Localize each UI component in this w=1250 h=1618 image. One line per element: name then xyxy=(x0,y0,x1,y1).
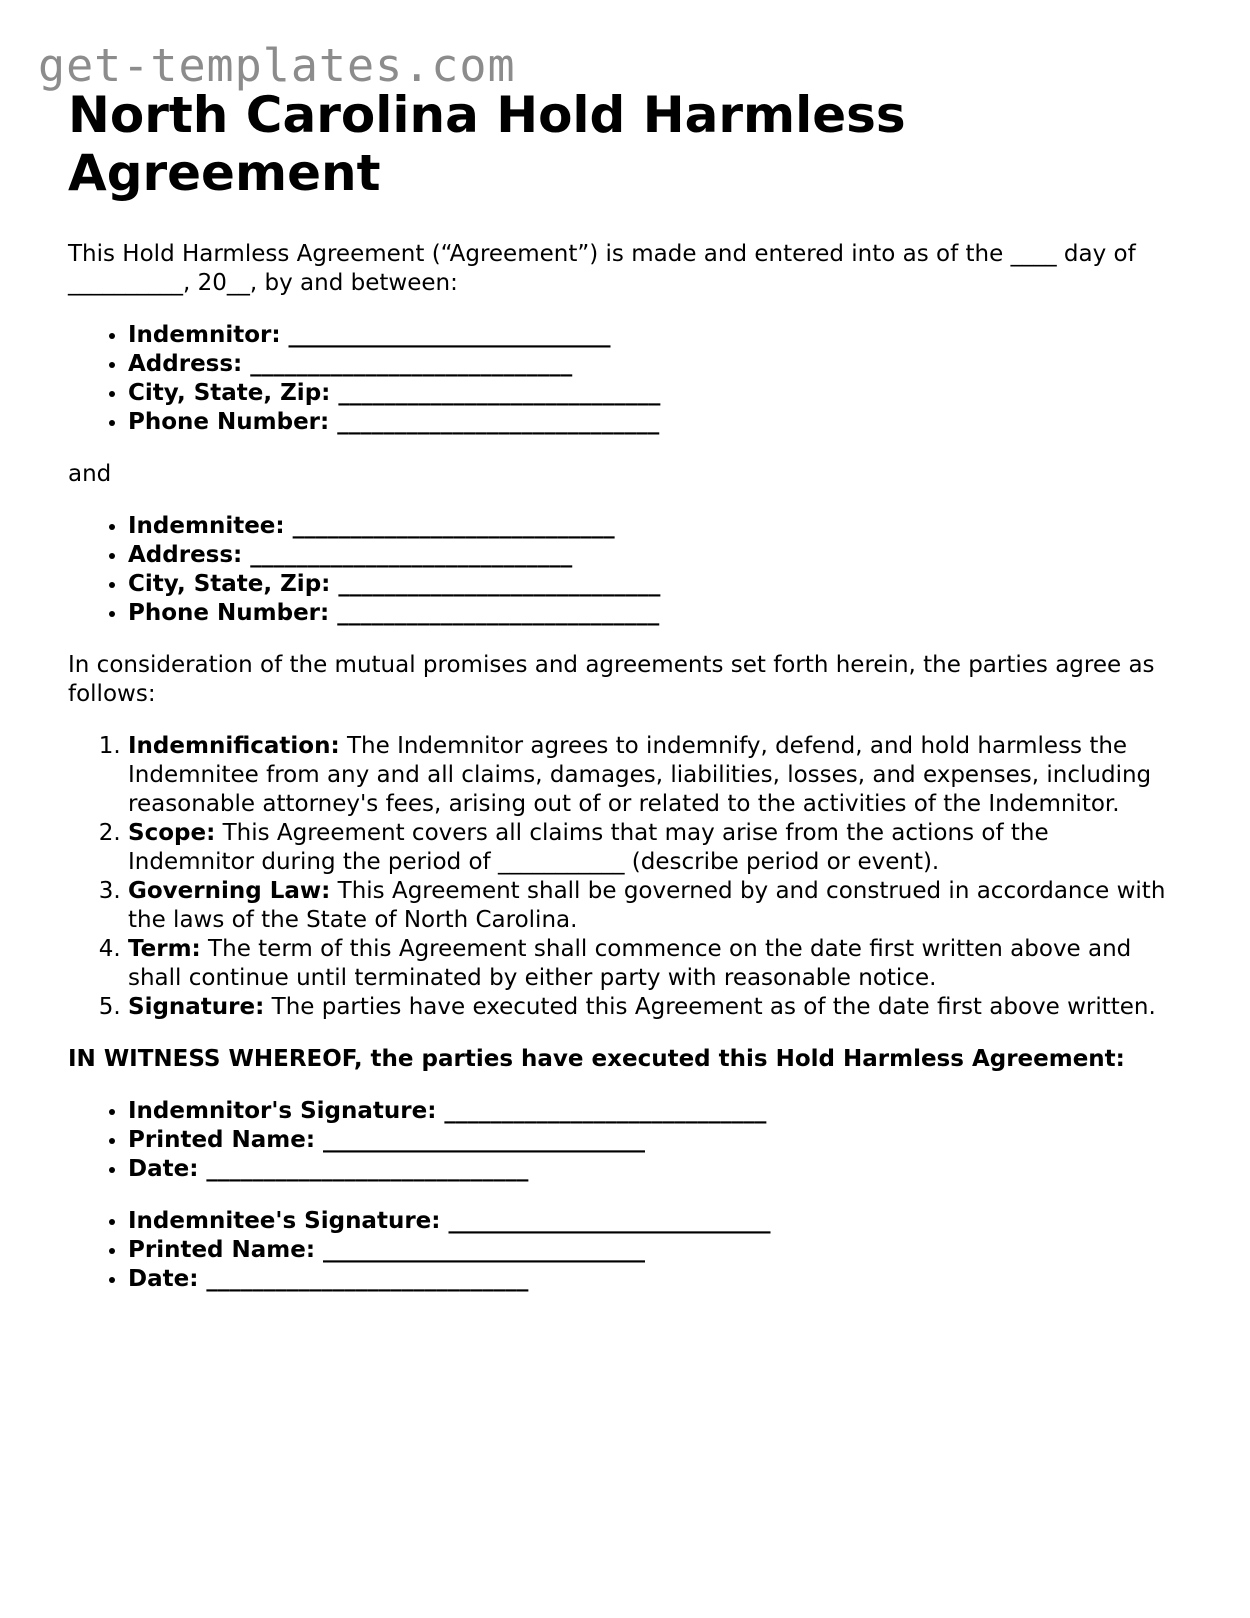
terms-list xyxy=(68,732,1178,1022)
intro-paragraph: This Hold Harmless Agreement (“Agreement”) is made and entered into as of the ____ day of __________, 20__, by and between: xyxy=(68,241,1136,296)
indemnitee-phone-field: • Phone Number: ____________________________ xyxy=(128,599,1178,628)
indemnitor-address-field: • Address: ____________________________ xyxy=(128,350,1178,379)
term-item-governing-law xyxy=(128,877,1178,935)
term-text: This Agreement shall be governed by and construed in accordance with the laws of the State of North Carolina. xyxy=(128,878,1166,933)
term-text: The parties have executed this Agreement as of the date first above written. xyxy=(264,994,1156,1020)
consideration-paragraph: In consideration of the mutual promises and agreements set forth herein, the parties agree as follows: xyxy=(68,652,1155,707)
term-item-scope xyxy=(128,819,1178,877)
watermark: get-templates.com xyxy=(38,39,516,92)
indemnitee-city-state-zip-field: • City, State, Zip: ____________________________ xyxy=(128,570,1178,599)
indemnitee-signature-line: • Indemnitee's Signature: ____________________________ xyxy=(128,1207,1178,1236)
term-heading: Term: xyxy=(128,936,201,962)
term-heading: Signature: xyxy=(128,994,265,1020)
indemnitee-details-list xyxy=(68,512,1178,628)
witness-statement: IN WITNESS WHEREOF, the parties have executed this Hold Harmless Agreement: xyxy=(68,1046,1125,1072)
indemnitee-date-line: • Date: ____________________________ xyxy=(128,1265,1178,1294)
indemnitor-phone-field: • Phone Number: ____________________________ xyxy=(128,408,1178,437)
term-text: The Indemnitor agrees to indemnify, defend, and hold harmless the Indemnitee from any and all claims, damages, liabilities, losses, and expenses, including reasonable attorney's fees, arising out of or related to the activities of the Indemnitor. xyxy=(128,733,1152,817)
document-page xyxy=(68,86,1178,1294)
and-connector: and xyxy=(68,461,112,487)
term-text: This Agreement covers all claims that may arise from the actions of the Indemnitor during the period of ___________ (describe period or event). xyxy=(128,820,1049,875)
term-heading: Indemnification: xyxy=(128,733,340,759)
indemnitor-name-field: • Indemnitor: ____________________________ xyxy=(128,321,1178,350)
indemnitor-printed-name-line: • Printed Name: ____________________________ xyxy=(128,1126,1178,1155)
term-item-indemnification xyxy=(128,732,1178,819)
term-heading: Governing Law: xyxy=(128,878,331,904)
term-text: The term of this Agreement shall commence on the date first written above and shall continue until terminated by either party with reasonable notice. xyxy=(128,936,1132,991)
indemnitor-date-line: • Date: ____________________________ xyxy=(128,1155,1178,1184)
document-title: North Carolina Hold Harmless Agreement xyxy=(68,86,906,202)
indemnitee-address-field: • Address: ____________________________ xyxy=(128,541,1178,570)
term-item-term xyxy=(128,935,1178,993)
term-item-signature xyxy=(128,993,1178,1022)
indemnitee-printed-name-line: • Printed Name: ____________________________ xyxy=(128,1236,1178,1265)
indemnitee-signature-block xyxy=(68,1207,1178,1294)
indemnitee-name-field: • Indemnitee: ____________________________ xyxy=(128,512,1178,541)
indemnitor-signature-block xyxy=(68,1097,1178,1184)
indemnitor-signature-line: • Indemnitor's Signature: ____________________________ xyxy=(128,1097,1178,1126)
term-heading: Scope: xyxy=(128,820,216,846)
indemnitor-details-list xyxy=(68,321,1178,437)
indemnitor-city-state-zip-field: • City, State, Zip: ____________________________ xyxy=(128,379,1178,408)
